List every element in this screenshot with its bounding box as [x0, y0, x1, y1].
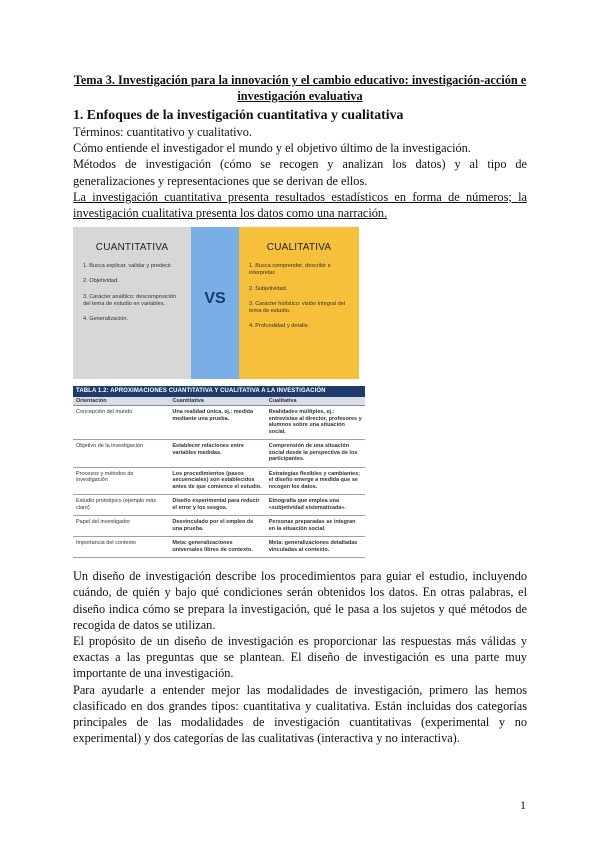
qualitative-item: 2. Subjetividad.: [249, 285, 288, 292]
table-cell: Meta: generalizaciones detalladas vinculadas al contexto.: [266, 537, 365, 558]
paragraph-design-3: Para ayudarle a entender mejor las modalidades de investigación, primero las hemos clasificado en dos grandes tipos: cuantitativa y cualitativa. Están incluidas dos categorías principales de las modalidades de investigación cuantitativas (experimental y no experimental) y dos categorías de las cualitativas (interactiva y no interactiva).: [73, 682, 527, 746]
table-caption: TABLA 1.2: APROXIMACIONES CUANTITATIVA Y CUALITATIVA A LA INVESTIGACIÓN: [73, 386, 365, 397]
paragraph-underlined: La investigación cuantitativa presenta resultados estadísticos en forma de números; la investigación cualitativa presenta los datos como una narración.: [73, 189, 527, 221]
table-cell: Comprensión de una situación social desde la perspectiva de los participantes.: [266, 440, 365, 468]
quantitative-item: 1. Busca explicar, validar y predecir.: [83, 263, 173, 270]
table-cell: Objetivo de la investigación: [73, 440, 169, 468]
table-cell: Personas preparadas se integran en la situación social.: [266, 516, 365, 537]
table-cell: Una realidad única, ej.: medida mediante una prueba.: [169, 406, 265, 440]
paragraph-terms: Términos: cuantitativo y cualitativo.: [73, 125, 252, 139]
paragraph-methods: Métodos de investigación (cómo se recogen y analizan los datos) y al tipo de generalizaciones y representaciones que se derivan de ellos.: [73, 157, 527, 188]
comparison-infographic: [73, 227, 359, 379]
quantitative-list: [73, 263, 191, 323]
table-cell: Procesos y métodos de investigación: [73, 467, 169, 495]
qualitative-list: [239, 263, 359, 330]
page-number: 1: [520, 798, 526, 812]
paragraph-design-2: El propósito de un diseño de investigación es proporcionar las respuestas más válidas y exactas a las preguntas que se plantean. El diseño de investigación es una parte muy importante de una investigación.: [73, 634, 527, 681]
table-cell: Establecer relaciones entre variables medidas.: [169, 440, 265, 468]
quantitative-title: CUANTITATIVA: [95, 242, 169, 254]
header-qualitative: Cualitativa: [266, 397, 365, 406]
table-cell: Etnografía que emplea una «subjetividad sistematizada».: [266, 495, 365, 516]
table-row: [73, 537, 365, 558]
header-orientation: Orientación: [73, 397, 169, 406]
quantitative-panel: [73, 227, 191, 379]
vs-label: VS: [204, 290, 226, 308]
document-title: Tema 3. Investigación para la innovación y el cambio educativo: investigación-acción e investigación evaluativa: [73, 73, 527, 103]
quantitative-item: 4. Generalización.: [83, 316, 129, 323]
table-row: [73, 406, 365, 440]
table-row: [73, 440, 365, 468]
table-cell: Diseño experimental para reducir el error y los sesgos.: [169, 495, 265, 516]
table-cell: Concepción del mundo: [73, 406, 169, 440]
quantitative-item: 3. Carácter analítico: descomposición del tema de estudio en variables.: [83, 293, 177, 307]
table-cell: Los procedimientos (pasos secuenciales) son establecidos antes de que comience el estudio.: [169, 467, 265, 495]
header-quantitative: Cuantitativa: [169, 397, 265, 406]
table-cell: Realidades múltiples, ej.: entrevistas al director, profesores y alumnos sobre una situación social.: [266, 406, 365, 440]
qualitative-panel: [239, 227, 359, 379]
paragraph-how: Cómo entiende el investigador el mundo y el objetivo último de la investigación.: [73, 141, 471, 156]
document-page: [73, 72, 527, 746]
table-cell: Estudio prototípico (ejemplo más claro): [73, 495, 169, 516]
table-row: [73, 516, 365, 537]
qualitative-title: CUALITATIVA: [266, 242, 332, 254]
table-cell: Importancia del contexto: [73, 537, 169, 558]
table-cell: Papel del investigador: [73, 516, 169, 537]
table-cell: Meta: generalizaciones universales libres de contexto.: [169, 537, 265, 558]
qualitative-item: 4. Profundidad y detalle.: [249, 323, 310, 330]
vs-panel: [191, 227, 239, 379]
comparison-table: [73, 386, 365, 558]
section-heading: 1. Enfoques de la investigación cuantitativa y cualitativa: [73, 107, 404, 122]
table-cell: Estrategias flexibles y cambiantes; el diseño emerge a medida que se recogen los datos.: [266, 467, 365, 495]
table-cell: Desvinculado por el empleo de una prueba.: [169, 516, 265, 537]
qualitative-item: 3. Carácter holístico: visión integral del tema de estudio.: [249, 300, 346, 315]
table-header-row: [73, 397, 365, 406]
qualitative-item: 1. Busca comprender, describir e interpretar.: [249, 263, 331, 277]
table-row: [73, 495, 365, 516]
quantitative-item: 2. Objetividad.: [83, 278, 119, 285]
paragraph-design-1: Un diseño de investigación describe los procedimientos para guiar el estudio, incluyendo cuándo, de quién y bajo qué condiciones serán obtenidos los datos. En otras palabras, el diseño indica cómo se prepara la investigación, qué le pasa a los sujetos y qué métodos de recogida de datos se utilizan.: [73, 569, 527, 632]
table-row: [73, 467, 365, 495]
